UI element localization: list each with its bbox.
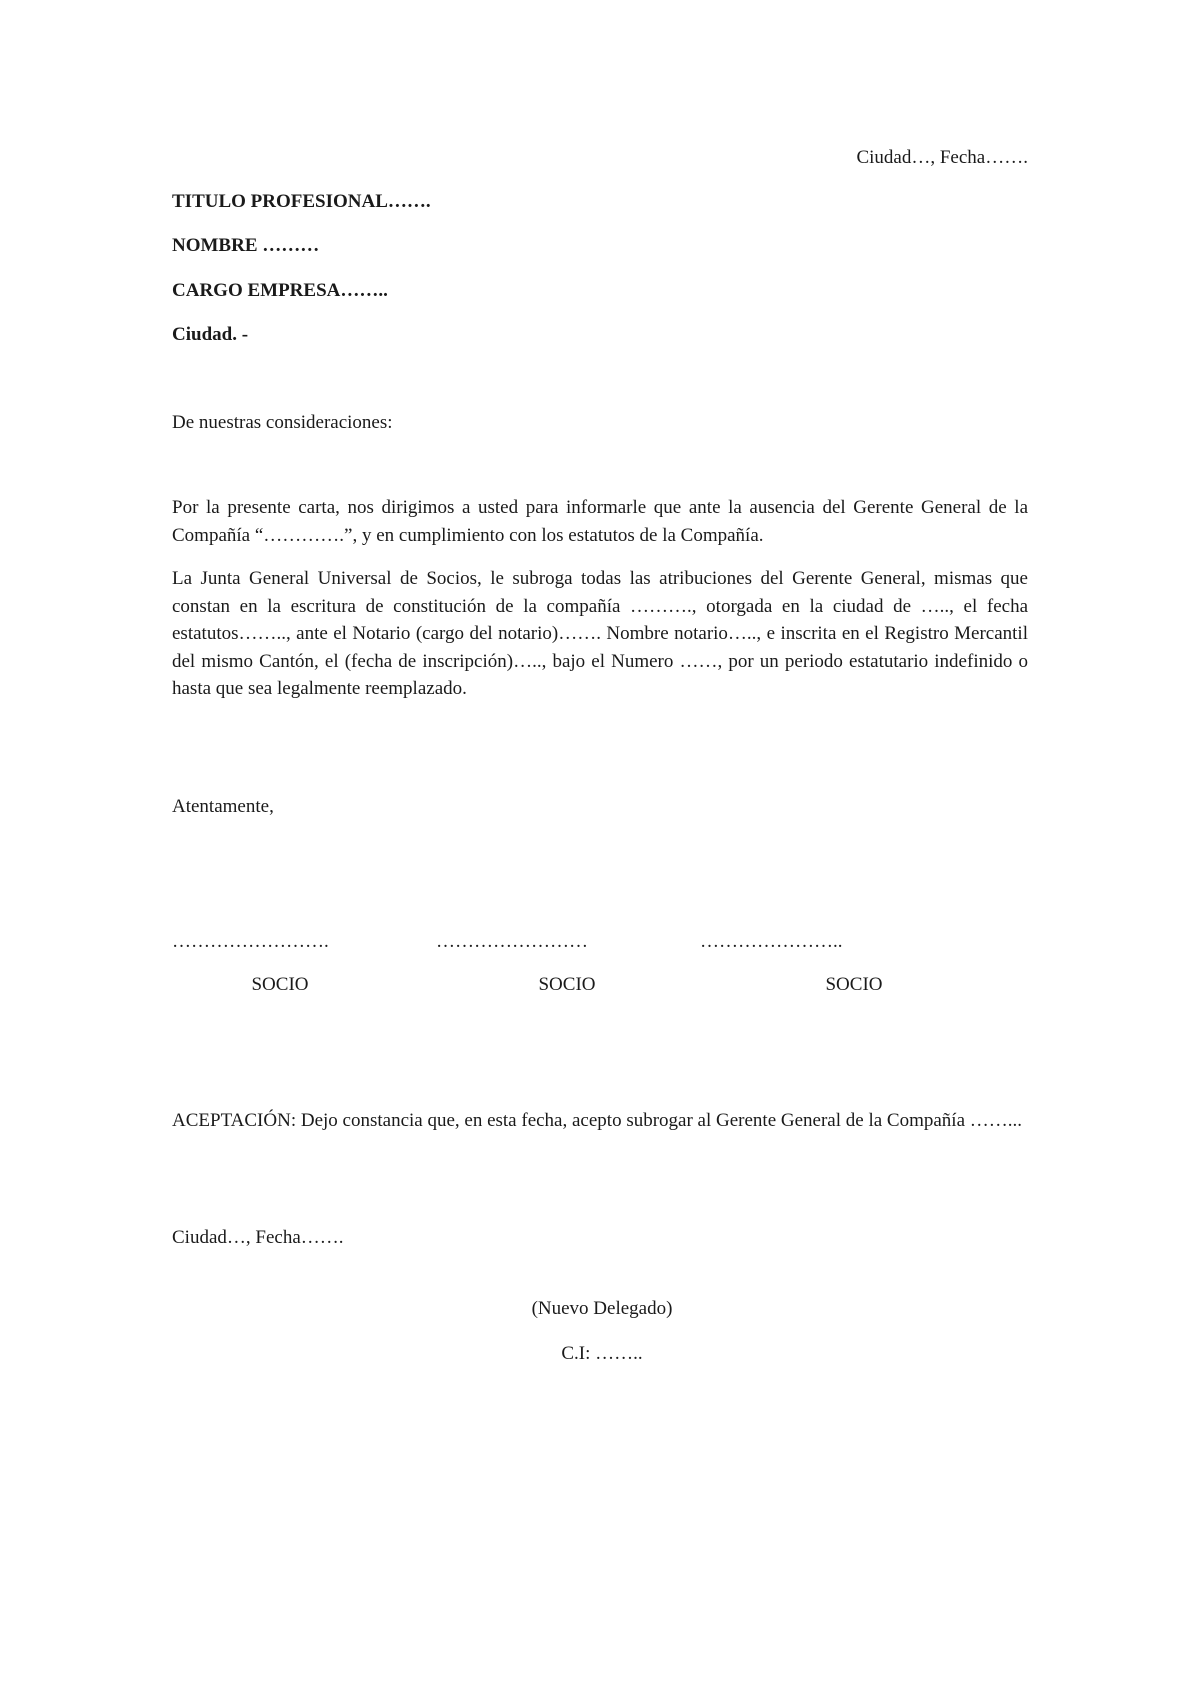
recipient-city: Ciudad. - (172, 324, 249, 345)
header-city-date: Ciudad…, Fecha……. (856, 147, 1028, 168)
acceptance-text: ACEPTACIÓN: Dejo constancia que, en esta fecha, acepto subrogar al Gerente General de la Compañía ……... (172, 1110, 1023, 1131)
new-delegate-label: (Nuevo Delegado) (531, 1298, 673, 1319)
closing: Atentamente, (172, 796, 274, 817)
signature-label-2: SOCIO (538, 974, 596, 995)
signature-label-3: SOCIO (825, 974, 883, 995)
signature-line-3: ………………….. (700, 931, 843, 952)
recipient-position: CARGO EMPRESA…….. (172, 280, 388, 301)
signature-label-1: SOCIO (251, 974, 309, 995)
signature-line-1: ……………………. (172, 931, 329, 952)
greeting: De nuestras consideraciones: (172, 412, 393, 433)
recipient-name: NOMBRE ……… (172, 235, 320, 256)
acceptance-city-date: Ciudad…, Fecha……. (172, 1227, 344, 1248)
id-number-line: C.I: …….. (561, 1343, 643, 1364)
recipient-title: TITULO PROFESIONAL……. (172, 191, 431, 212)
body-paragraph-1: Por la presente carta, nos dirigimos a usted para informarle que ante la ausencia del Gerente General de la Compañía “………….”, y en cumplimiento con los estatutos de la Compañía. (172, 497, 1028, 546)
signature-line-2: …………………… (436, 931, 588, 952)
body-paragraph-2: La Junta General Universal de Socios, le subroga todas las atribuciones del Gerente General, mismas que constan en la escritura de constitución de la compañía ………., otorgada en la ciudad de ….., el fecha estatutos…….., ante el Notario (cargo del notario)……. Nombre notario….., e inscrita en el Registro Mercantil del mismo Cantón, el (fecha de inscripción)….., bajo el Numero ……, por un periodo estatutario indefinido o hasta que sea legalmente reemplazado. (172, 568, 1028, 699)
